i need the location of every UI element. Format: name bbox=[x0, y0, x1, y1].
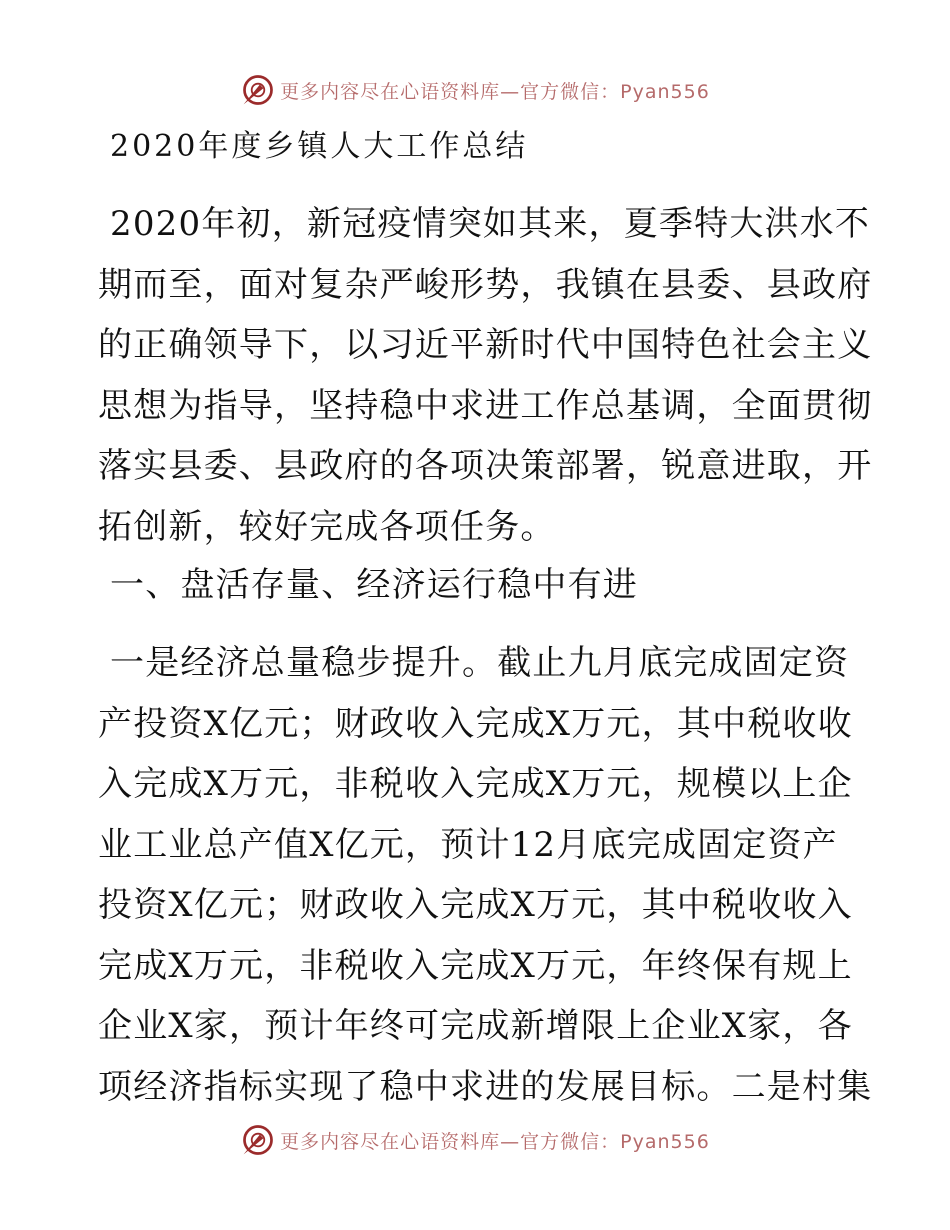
watermark-footer bbox=[0, 1120, 950, 1160]
paragraph-line: 落实县委、县政府的各项决策部署，锐意进取，开 bbox=[98, 446, 873, 486]
page-title: 2020年度乡镇人大工作总结 bbox=[110, 129, 529, 164]
pen-logo-icon bbox=[240, 1122, 276, 1158]
paragraph-line: 企业X家，预计年终可完成新增限上企业X家，各 bbox=[98, 1006, 853, 1046]
intro-paragraph bbox=[98, 194, 873, 557]
paragraph-line: 期而至，面对复杂严峻形势，我镇在县委、县政府 bbox=[98, 264, 873, 305]
watermark-text: 更多内容尽在心语资料库—官方微信：Pyan556 bbox=[280, 1130, 710, 1153]
economy-paragraph bbox=[98, 633, 873, 1117]
paragraph-line: 的正确领导下，以习近平新时代中国特色社会主义 bbox=[98, 325, 873, 365]
paragraph-line: 思想为指导，坚持稳中求进工作总基调，全面贯彻 bbox=[98, 385, 873, 426]
paragraph-line: 一是经济总量稳步提升。截止九月底完成固定资 bbox=[110, 643, 850, 683]
pen-logo-icon bbox=[240, 72, 276, 108]
paragraph-line: 产投资X亿元；财政收入完成X万元，其中税收收 bbox=[98, 703, 853, 744]
section-heading bbox=[98, 555, 858, 616]
watermark-text: 更多内容尽在心语资料库—官方微信：Pyan556 bbox=[280, 80, 710, 103]
paragraph-line: 项经济指标实现了稳中求进的发展目标。二是村集 bbox=[98, 1066, 873, 1107]
paragraph-line: 2020年初，新冠疫情突如其来，夏季特大洪水不 bbox=[110, 204, 871, 244]
paragraph-line: 投资X亿元；财政收入完成X万元，其中税收收入 bbox=[98, 885, 853, 925]
paragraph-line: 拓创新，较好完成各项任务。 bbox=[98, 506, 556, 547]
watermark-header bbox=[0, 70, 950, 110]
paragraph-line: 入完成X万元，非税收入完成X万元，规模以上企 bbox=[98, 764, 853, 804]
section-heading-text: 一、盘活存量、经济运行稳中有进 bbox=[110, 565, 638, 605]
paragraph-line: 业工业总产值X亿元，预计12月底完成固定资产 bbox=[98, 824, 838, 865]
paragraph-line: 完成X万元，非税收入完成X万元，年终保有规上 bbox=[98, 945, 853, 986]
